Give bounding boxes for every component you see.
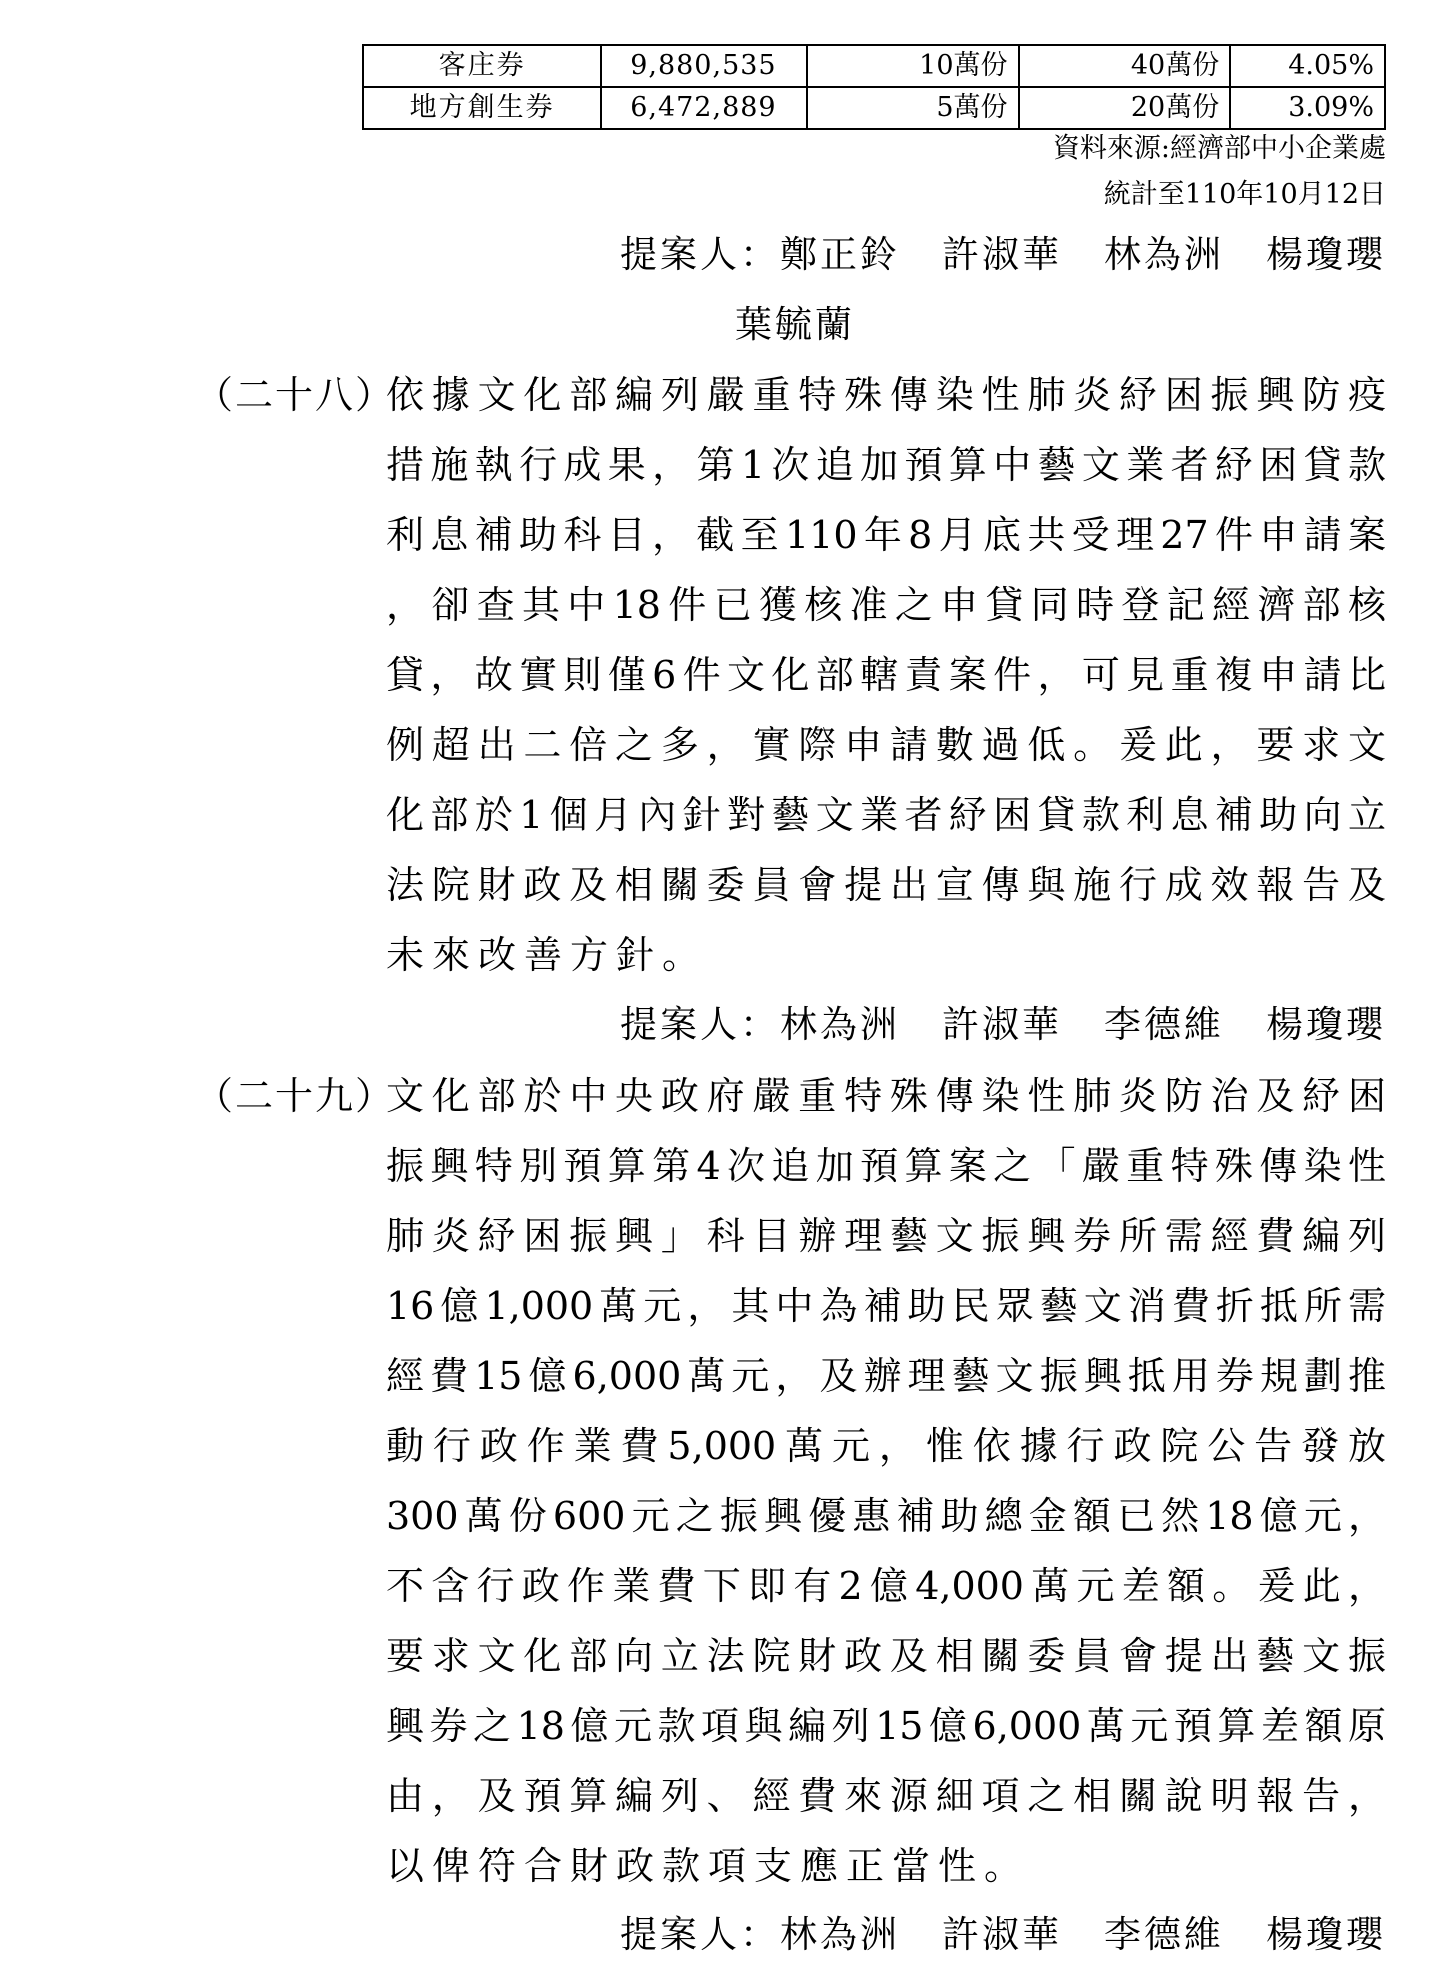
proposer-label: 提案人： xyxy=(620,233,780,276)
table-cell-col4: 20萬份 xyxy=(1019,87,1231,129)
table-row xyxy=(363,45,1385,87)
paragraph-line: 例超出二倍之多，實際申請數過低。爰此，要求文 xyxy=(386,723,1386,767)
proposer-line xyxy=(620,1002,1386,1048)
table-cell-col3: 10萬份 xyxy=(807,45,1019,87)
paragraph-line: 興券之18億元款項與編列15億6,000萬元預算差額原 xyxy=(386,1704,1386,1748)
proposer-label: 提案人： xyxy=(620,1913,780,1956)
source-note: 資料來源:經濟部中小企業處 xyxy=(1052,133,1386,164)
paragraph-line: 文化部於中央政府嚴重特殊傳染性肺炎防治及紓困 xyxy=(386,1074,1386,1118)
proposer-name: 許淑華 xyxy=(942,233,1062,276)
paragraph-line: 貸，故實則僅6件文化部轄責案件，可見重複申請比 xyxy=(386,653,1386,697)
paragraph-line: 未來改善方針。 xyxy=(386,933,709,977)
proposer-label: 提案人： xyxy=(620,1003,780,1046)
paragraph-line: 法院財政及相關委員會提出宣傳與施行成效報告及 xyxy=(386,863,1386,907)
paragraph-line: 動行政作業費5,000萬元，惟依據行政院公告發放 xyxy=(386,1424,1386,1468)
proposer-name: 鄭正鈴 xyxy=(780,233,900,276)
stats-table xyxy=(362,44,1386,130)
table-cell-amount: 6,472,889 xyxy=(601,87,807,129)
proposer-name: 楊瓊瓔 xyxy=(1266,1913,1386,1956)
paragraph-line: 不含行政作業費下即有2億4,000萬元差額。爰此， xyxy=(386,1564,1386,1608)
proposer-name: 林為洲 xyxy=(780,1913,900,1956)
table-cell-name: 客庄券 xyxy=(363,45,601,87)
table-cell-pct: 3.09% xyxy=(1230,87,1385,129)
proposer-name: 許淑華 xyxy=(942,1913,1062,1956)
table-cell-amount: 9,880,535 xyxy=(601,45,807,87)
paragraph-line: 化部於1個月內針對藝文業者紓困貸款利息補助向立 xyxy=(386,793,1386,837)
paragraph-line: 振興特別預算第4次追加預算案之「嚴重特殊傳染性 xyxy=(386,1144,1386,1188)
proposer-line xyxy=(620,1912,1386,1958)
paragraph-line: 由，及預算編列、經費來源細項之相關說明報告， xyxy=(386,1774,1386,1818)
proposer-name: 楊瓊瓔 xyxy=(1266,1003,1386,1046)
paragraph-line: 利息補助科目，截至110年8月底共受理27件申請案 xyxy=(386,513,1386,557)
paragraph-line: 依據文化部編列嚴重特殊傳染性肺炎紓困振興防疫 xyxy=(386,373,1386,417)
statistics-date: 統計至110年10月12日 xyxy=(1103,179,1386,210)
table-cell-pct: 4.05% xyxy=(1230,45,1385,87)
proposer-line xyxy=(620,232,1386,278)
paragraph-line: 要求文化部向立法院財政及相關委員會提出藝文振 xyxy=(386,1634,1386,1678)
table-row xyxy=(363,87,1385,129)
paragraph-line: ，卻查其中18件已獲核准之申貸同時登記經濟部核 xyxy=(386,583,1386,627)
item-number: （二十八） xyxy=(195,373,396,417)
paragraph-line: 措施執行成果，第1次追加預算中藝文業者紓困貸款 xyxy=(386,443,1386,487)
proposer-name: 許淑華 xyxy=(942,1003,1062,1046)
table-cell-name: 地方創生券 xyxy=(363,87,601,129)
paragraph-line: 300萬份600元之振興優惠補助總金額已然18億元， xyxy=(386,1494,1386,1538)
paragraph-line: 以俾符合財政款項支應正當性。 xyxy=(386,1844,1031,1888)
paragraph-line: 肺炎紓困振興」科目辦理藝文振興券所需經費編列 xyxy=(386,1214,1386,1258)
proposer-name: 林為洲 xyxy=(780,1003,900,1046)
table-cell-col3: 5萬份 xyxy=(807,87,1019,129)
table-cell-col4: 40萬份 xyxy=(1019,45,1231,87)
item-number: （二十九） xyxy=(195,1074,396,1118)
proposer-name: 林為洲 xyxy=(1104,233,1224,276)
paragraph-line: 16億1,000萬元，其中為補助民眾藝文消費折抵所需 xyxy=(386,1284,1386,1328)
proposer-name: 李德維 xyxy=(1104,1913,1224,1956)
proposer-name: 楊瓊瓔 xyxy=(1266,233,1386,276)
paragraph-line: 經費15億6,000萬元，及辦理藝文振興抵用券規劃推 xyxy=(386,1354,1386,1398)
proposer-name: 葉毓蘭 xyxy=(735,303,855,346)
proposer-name: 李德維 xyxy=(1104,1003,1224,1046)
